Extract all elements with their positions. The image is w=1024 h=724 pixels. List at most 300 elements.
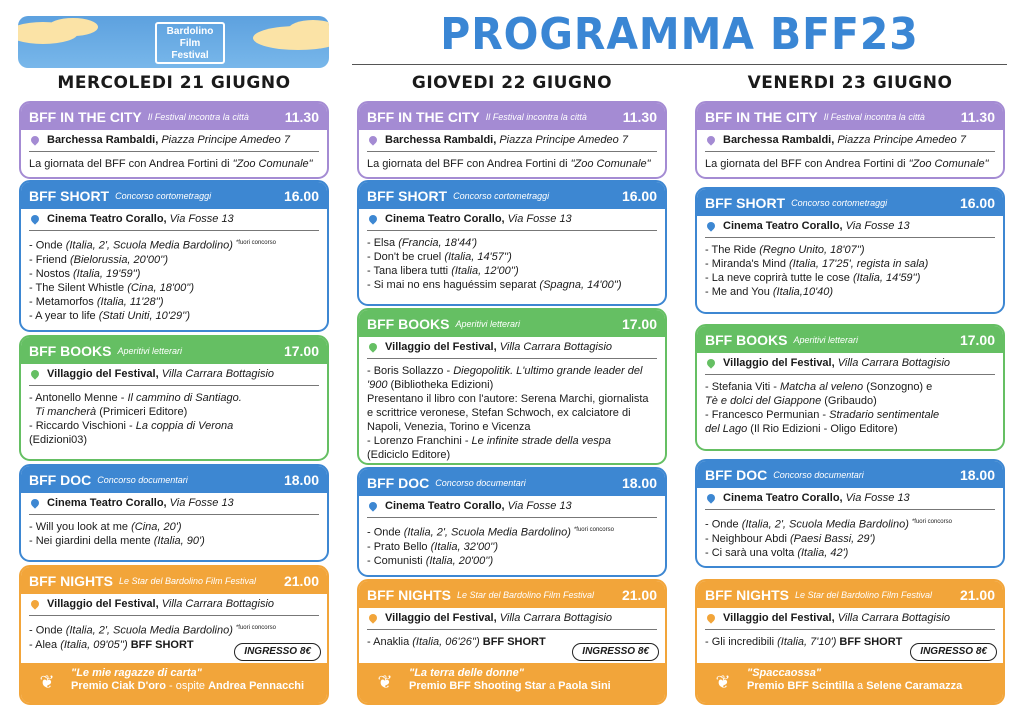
- film-title: - Metamorfos: [29, 295, 97, 308]
- film-details: (Italia, 20'00''): [425, 554, 494, 567]
- film-title: - Neighbour Abdi: [705, 532, 790, 545]
- ingresso-badge: INGRESSO 8€: [234, 643, 321, 661]
- venue-address: Piazza Principe Amedeo 7: [837, 134, 966, 146]
- book-title: del Lago: [705, 423, 748, 435]
- film-details: (Italia, 2', Scuola Media Bardolino): [65, 239, 233, 252]
- film-title: - Me and You: [705, 286, 773, 298]
- film-details: (Italia, 7'10'): [777, 636, 837, 648]
- section-subtitle: Il Festival incontra la città: [147, 111, 249, 122]
- venue-address: Villa Carrara Bottagisio: [161, 598, 275, 610]
- film-category: BFF SHORT: [836, 636, 903, 648]
- location: [705, 130, 995, 152]
- book-title: Ti mancherà: [35, 406, 97, 418]
- location: [29, 364, 319, 386]
- award-name: Premio Ciak D'oro: [71, 680, 166, 692]
- book-line: [367, 448, 657, 462]
- book-line: [29, 405, 319, 419]
- section-subtitle: Concorso cortometraggi: [453, 190, 550, 201]
- venue-name: Villaggio del Festival,: [723, 612, 835, 624]
- book-line: [367, 434, 657, 448]
- venue-name: Cinema Teatro Corallo,: [723, 220, 843, 232]
- description-title: "Zoo Comunale": [232, 158, 313, 170]
- book-title: Stradario sentimentale: [829, 409, 940, 421]
- award-banner: [697, 663, 1003, 703]
- award-recipient: Paola Sini: [558, 680, 611, 692]
- film-item: [29, 236, 319, 253]
- venue-address: Piazza Principe Amedeo 7: [499, 134, 628, 146]
- film-details: (Italia, 12'00''): [451, 265, 519, 277]
- venue-address: Piazza Principe Amedeo 7: [161, 134, 290, 146]
- section-books: [19, 335, 329, 461]
- venue-name: Cinema Teatro Corallo,: [723, 492, 843, 504]
- section-short: [695, 187, 1005, 314]
- book-title: Matcha al veleno: [780, 381, 864, 393]
- section-subtitle: Aperitivi letterari: [117, 345, 182, 356]
- venue-name: Villaggio del Festival,: [385, 612, 497, 624]
- film-title: - Alea: [29, 638, 61, 651]
- section-title: BFF NIGHTS: [29, 572, 113, 589]
- book-line: [367, 420, 657, 434]
- book-publisher: (Il Rio Edizioni - Oligo Editore): [747, 423, 898, 435]
- award-line: [409, 679, 665, 693]
- festival-logo: [18, 16, 329, 68]
- venue-name: Barchessa Rambaldi,: [385, 134, 497, 146]
- section-body: [21, 152, 327, 171]
- section-title: BFF DOC: [705, 466, 768, 483]
- film-details: (Italia, 09'05''): [60, 638, 128, 651]
- section-body: [697, 238, 1003, 299]
- description-title: "Zoo Comunale": [908, 158, 989, 170]
- venue-name: Barchessa Rambaldi,: [723, 134, 835, 146]
- description-text: La giornata del BFF con Andrea Fortini di: [705, 158, 909, 170]
- ingresso-badge: INGRESSO 8€: [910, 643, 997, 661]
- film-title: - Ci sarà una volta: [705, 546, 798, 559]
- location: [29, 493, 319, 515]
- award-line: [747, 679, 1003, 693]
- location: [367, 337, 657, 359]
- book-line: [367, 392, 657, 406]
- film-item: [705, 532, 995, 546]
- location: [29, 209, 319, 231]
- film-title: - Onde: [367, 526, 404, 539]
- film-item: [367, 554, 657, 568]
- section-doc: [357, 467, 667, 577]
- film-details: (Italia, 19'59''): [73, 267, 141, 280]
- location-pin-icon: [367, 341, 378, 352]
- film-details: (Cina, 20'): [131, 521, 182, 533]
- book-title: '900: [367, 379, 388, 391]
- film-item: [367, 250, 657, 264]
- film-item: [367, 236, 657, 250]
- venue-address: Villa Carrara Bottagisio: [837, 357, 951, 369]
- venue-name: Villaggio del Festival,: [385, 341, 497, 353]
- film-note: *fuori concorso: [235, 240, 276, 246]
- section-title: BFF BOOKS: [705, 331, 788, 348]
- section-header: [359, 310, 665, 337]
- description-text: La giornata del BFF con Andrea Fortini di: [29, 158, 233, 170]
- section-subtitle: Concorso cortometraggi: [791, 197, 888, 208]
- film-category: BFF SHORT: [479, 636, 546, 648]
- film-item: [705, 257, 995, 271]
- book-author: - Riccardo Vischioni -: [29, 420, 136, 432]
- section-city: [19, 101, 329, 179]
- title-divider: [352, 64, 1007, 65]
- section-header: [359, 103, 665, 130]
- film-title: - The Silent Whistle: [29, 281, 128, 294]
- award-connector: a: [545, 680, 559, 692]
- section-short: [357, 180, 667, 306]
- book-line: [367, 406, 657, 420]
- section-subtitle: Il Festival incontra la città: [485, 111, 587, 122]
- film-item: [705, 243, 995, 257]
- section-time: 18.00: [283, 471, 319, 488]
- book-publisher: (Gribaudo): [821, 395, 877, 407]
- section-header: [697, 461, 1003, 488]
- book-author: e scrittrice veronese, Stefan Schwoch, ex calciatore di: [367, 407, 631, 419]
- section-time: 21.00: [621, 586, 657, 603]
- book-author: (Edizioni03): [29, 434, 88, 446]
- day-title: VENERDI 23 GIUGNO: [747, 73, 953, 93]
- location-pin-icon: [367, 612, 378, 623]
- award-film-title: "La terra delle donne": [409, 667, 524, 679]
- book-publisher: (Primiceri Editore): [96, 406, 188, 418]
- section-time: 11.30: [622, 108, 657, 125]
- book-publisher: (Sonzogno) e: [863, 381, 933, 393]
- book-title: Diegopolitik. L'ultimo grande leader del: [453, 365, 643, 377]
- laurel-icon: ❦: [377, 672, 393, 693]
- film-title: - Comunisti: [367, 554, 426, 567]
- film-title: - La neve coprirà tutte le cose: [705, 272, 853, 284]
- section-body: [359, 359, 665, 462]
- film-item: [705, 546, 995, 560]
- section-time: 17.00: [621, 315, 657, 332]
- section-title: BFF IN THE CITY: [29, 108, 142, 125]
- award-film-title: "Le mie ragazze di carta": [71, 667, 202, 679]
- film-title: - Nei giardini della mente: [29, 535, 154, 547]
- section-nights: [695, 579, 1005, 705]
- book-author: - Boris Sollazzo -: [367, 365, 454, 377]
- location: [367, 496, 657, 518]
- page-title: PROGRAMMA BFF23: [440, 9, 919, 60]
- section-subtitle: Le Star del Bardolino Film Festival: [795, 589, 933, 600]
- section-time: 17.00: [959, 331, 995, 348]
- logo-text: Bardolino Film Festival: [155, 22, 225, 64]
- section-books: [357, 308, 667, 465]
- book-line: [29, 419, 319, 433]
- film-item: [705, 515, 995, 532]
- section-time: 16.00: [283, 187, 319, 204]
- section-subtitle: Aperitivi letterari: [793, 334, 858, 345]
- venue-address: Villa Carrara Bottagisio: [499, 341, 613, 353]
- section-header: [697, 581, 1003, 608]
- section-nights: [357, 579, 667, 705]
- location-pin-icon: [705, 357, 716, 368]
- location: [705, 488, 995, 510]
- location-pin-icon: [29, 134, 40, 145]
- film-details: (Italia, 2', Scuola Media Bardolino): [741, 518, 909, 531]
- award-connector: - ospite: [165, 680, 209, 692]
- venue-name: Barchessa Rambaldi,: [47, 134, 159, 146]
- section-body: [359, 152, 665, 171]
- section-subtitle: Concorso documentari: [97, 474, 188, 485]
- award-name: Premio BFF Shooting Star: [409, 680, 546, 692]
- section-body: [359, 231, 665, 292]
- section-title: BFF DOC: [29, 471, 92, 488]
- film-item: [367, 523, 657, 540]
- award-recipient: Andrea Pennacchi: [208, 680, 305, 692]
- section-books: [695, 324, 1005, 451]
- description-title: "Zoo Comunale": [570, 158, 651, 170]
- event-description: [29, 157, 319, 171]
- venue-name: Cinema Teatro Corallo,: [47, 497, 167, 509]
- film-item: [29, 267, 319, 281]
- section-city: [695, 101, 1005, 179]
- location-pin-icon: [367, 500, 378, 511]
- award-film-title: "Spaccaossa": [747, 667, 822, 679]
- book-line: [705, 422, 995, 436]
- venue-address: Via Fosse 13: [169, 497, 234, 509]
- award-banner: [359, 663, 665, 703]
- section-title: BFF DOC: [367, 474, 430, 491]
- award-connector: a: [853, 680, 867, 692]
- section-body: [21, 386, 327, 447]
- book-line: [705, 394, 995, 408]
- venue-address: Via Fosse 13: [507, 500, 572, 512]
- film-details: (Cina, 18'00''): [127, 281, 195, 294]
- section-header: [359, 182, 665, 209]
- location-pin-icon: [29, 213, 40, 224]
- section-body: [21, 515, 327, 548]
- section-subtitle: Il Festival incontra la città: [823, 111, 925, 122]
- book-line: [367, 364, 657, 378]
- section-header: [697, 103, 1003, 130]
- section-header: [21, 182, 327, 209]
- section-header: [359, 469, 665, 496]
- location: [705, 353, 995, 375]
- location-pin-icon: [705, 220, 716, 231]
- film-item: [367, 278, 657, 292]
- location-pin-icon: [705, 492, 716, 503]
- film-item: [705, 285, 995, 299]
- section-time: 21.00: [959, 586, 995, 603]
- venue-name: Cinema Teatro Corallo,: [47, 213, 167, 225]
- film-title: - Miranda's Mind: [705, 258, 790, 270]
- section-title: BFF IN THE CITY: [367, 108, 480, 125]
- book-line: [705, 408, 995, 422]
- film-category: BFF SHORT: [127, 638, 194, 651]
- location: [29, 594, 319, 616]
- book-author: - Lorenzo Franchini -: [367, 435, 472, 447]
- section-subtitle: Le Star del Bardolino Film Festival: [119, 575, 257, 586]
- award-line: [71, 679, 327, 693]
- section-time: 17.00: [283, 342, 319, 359]
- section-city: [357, 101, 667, 179]
- film-item: [29, 534, 319, 548]
- section-subtitle: Concorso documentari: [773, 469, 864, 480]
- section-title: BFF SHORT: [367, 187, 448, 204]
- book-author: - Antonello Menne -: [29, 392, 128, 404]
- film-item: [29, 309, 319, 323]
- film-details: (Italia, 17'25', regista in sala): [789, 258, 929, 270]
- film-item: [29, 253, 319, 267]
- section-title: BFF BOOKS: [367, 315, 450, 332]
- location-pin-icon: [705, 134, 716, 145]
- film-title: - Prato Bello: [367, 540, 431, 553]
- section-subtitle: Aperitivi letterari: [455, 318, 520, 329]
- book-line: [29, 433, 319, 447]
- section-time: 16.00: [959, 194, 995, 211]
- section-header: [697, 326, 1003, 353]
- film-item: [367, 540, 657, 554]
- section-header: [359, 581, 665, 608]
- film-title: - Tana libera tutti: [367, 265, 452, 277]
- section-header: [697, 189, 1003, 216]
- film-title: - Nostos: [29, 267, 74, 280]
- section-short: [19, 180, 329, 332]
- section-doc: [695, 459, 1005, 568]
- film-item: [29, 621, 319, 638]
- book-author: Presentano il libro con l'autore: Serena Marchi, giornalista: [367, 393, 649, 405]
- film-title: - Don't be cruel: [367, 251, 445, 263]
- film-details: (Stati Uniti, 10'29''): [98, 309, 190, 322]
- section-time: 16.00: [621, 187, 657, 204]
- section-title: BFF BOOKS: [29, 342, 112, 359]
- film-item: [367, 264, 657, 278]
- book-author: (Ediciclo Editore): [367, 449, 451, 461]
- section-header: [21, 466, 327, 493]
- film-note: *fuori concorso: [573, 527, 614, 533]
- film-item: [29, 295, 319, 309]
- film-title: - Elsa: [367, 237, 399, 249]
- film-details: (Italia, 14'59''): [852, 272, 921, 284]
- film-details: (Bielorussia, 20'00''): [69, 253, 168, 266]
- location: [367, 209, 657, 231]
- event-description: [367, 157, 657, 171]
- location: [705, 216, 995, 238]
- venue-name: Cinema Teatro Corallo,: [385, 500, 505, 512]
- film-title: - Anaklia: [367, 636, 413, 648]
- section-subtitle: Concorso documentari: [435, 477, 526, 488]
- section-time: 18.00: [959, 466, 995, 483]
- film-title: - Onde: [29, 624, 66, 637]
- section-body: [697, 375, 1003, 436]
- film-title: - Onde: [705, 518, 742, 531]
- section-subtitle: Concorso cortometraggi: [115, 190, 212, 201]
- section-time: 21.00: [283, 572, 319, 589]
- location: [367, 608, 657, 630]
- section-nights: [19, 565, 329, 705]
- section-time: 18.00: [621, 474, 657, 491]
- laurel-icon: ❦: [715, 672, 731, 693]
- section-body: [697, 510, 1003, 560]
- film-details: (Italia, 2', Scuola Media Bardolino): [65, 624, 233, 637]
- location: [29, 130, 319, 152]
- film-title: - Gli incredibili: [705, 636, 778, 648]
- event-description: [705, 157, 995, 171]
- film-details: (Italia, 11'28''): [96, 295, 164, 308]
- award-name: Premio BFF Scintilla: [747, 680, 854, 692]
- venue-address: Villa Carrara Bottagisio: [499, 612, 613, 624]
- section-doc: [19, 464, 329, 562]
- award-recipient: Selene Caramazza: [866, 680, 963, 692]
- venue-address: Via Fosse 13: [507, 213, 572, 225]
- ingresso-badge: INGRESSO 8€: [572, 643, 659, 661]
- film-title: - The Ride: [705, 244, 760, 256]
- film-note: *fuori concorso: [911, 519, 952, 525]
- book-title: Tè e dolci del Giappone: [705, 395, 822, 407]
- film-note: *fuori concorso: [235, 625, 276, 631]
- section-title: BFF NIGHTS: [705, 586, 789, 603]
- section-header: [21, 337, 327, 364]
- book-line: [705, 380, 995, 394]
- description-text: La giornata del BFF con Andrea Fortini di: [367, 158, 571, 170]
- venue-name: Villaggio del Festival,: [47, 368, 159, 380]
- location-pin-icon: [367, 134, 378, 145]
- film-details: (Spagna, 14'00''): [539, 279, 622, 291]
- location-pin-icon: [367, 213, 378, 224]
- venue-address: Via Fosse 13: [845, 492, 910, 504]
- film-title: - Si mai no ens haguéssim separat: [367, 279, 540, 291]
- venue-address: Villa Carrara Bottagisio: [837, 612, 951, 624]
- section-body: [697, 152, 1003, 171]
- film-title: - A year to life: [29, 309, 99, 322]
- book-author: - Francesco Permunian -: [705, 409, 830, 421]
- film-title: - Will you look at me: [29, 521, 132, 533]
- book-author: Napoli, Venezia, Torino e Vicenza: [367, 421, 531, 433]
- section-body: [359, 518, 665, 568]
- film-title: - Onde: [29, 239, 66, 252]
- film-details: (Regno Unito, 18'07''): [759, 244, 865, 256]
- film-details: (Italia, 06'26''): [412, 636, 480, 648]
- film-item: [705, 271, 995, 285]
- film-item: [29, 281, 319, 295]
- film-details: (Italia, 90'): [153, 535, 205, 547]
- venue-address: Via Fosse 13: [845, 220, 910, 232]
- location: [367, 130, 657, 152]
- film-item: [29, 520, 319, 534]
- film-details: (Paesi Bassi, 29'): [790, 532, 876, 545]
- day-title: GIOVEDI 22 GIUGNO: [411, 73, 613, 93]
- venue-name: Cinema Teatro Corallo,: [385, 213, 505, 225]
- film-details: (Italia,10'40): [772, 286, 834, 298]
- book-title: Il cammino di Santiago.: [127, 392, 242, 404]
- section-title: BFF SHORT: [705, 194, 786, 211]
- award-banner: [21, 663, 327, 703]
- book-line: [367, 378, 657, 392]
- film-title: - Friend: [29, 253, 70, 266]
- location-pin-icon: [29, 497, 40, 508]
- location-pin-icon: [705, 612, 716, 623]
- location: [705, 608, 995, 630]
- section-header: [21, 103, 327, 130]
- film-details: (Italia, 2', Scuola Media Bardolino): [403, 526, 571, 539]
- film-details: (Francia, 18'44'): [398, 237, 477, 249]
- film-details: (Italia, 42'): [797, 546, 849, 559]
- film-details: (Italia, 32'00''): [430, 540, 499, 553]
- section-title: BFF IN THE CITY: [705, 108, 818, 125]
- book-author: - Stefania Viti -: [705, 381, 780, 393]
- section-time: 11.30: [960, 108, 995, 125]
- laurel-icon: ❦: [39, 672, 55, 693]
- section-subtitle: Le Star del Bardolino Film Festival: [457, 589, 595, 600]
- location-pin-icon: [29, 368, 40, 379]
- venue-address: Villa Carrara Bottagisio: [161, 368, 275, 380]
- section-body: [21, 231, 327, 323]
- film-details: (Italia, 14'57''): [444, 251, 512, 263]
- book-line: [29, 391, 319, 405]
- venue-name: Villaggio del Festival,: [47, 598, 159, 610]
- day-title: MERCOLEDI 21 GIUGNO: [57, 73, 291, 93]
